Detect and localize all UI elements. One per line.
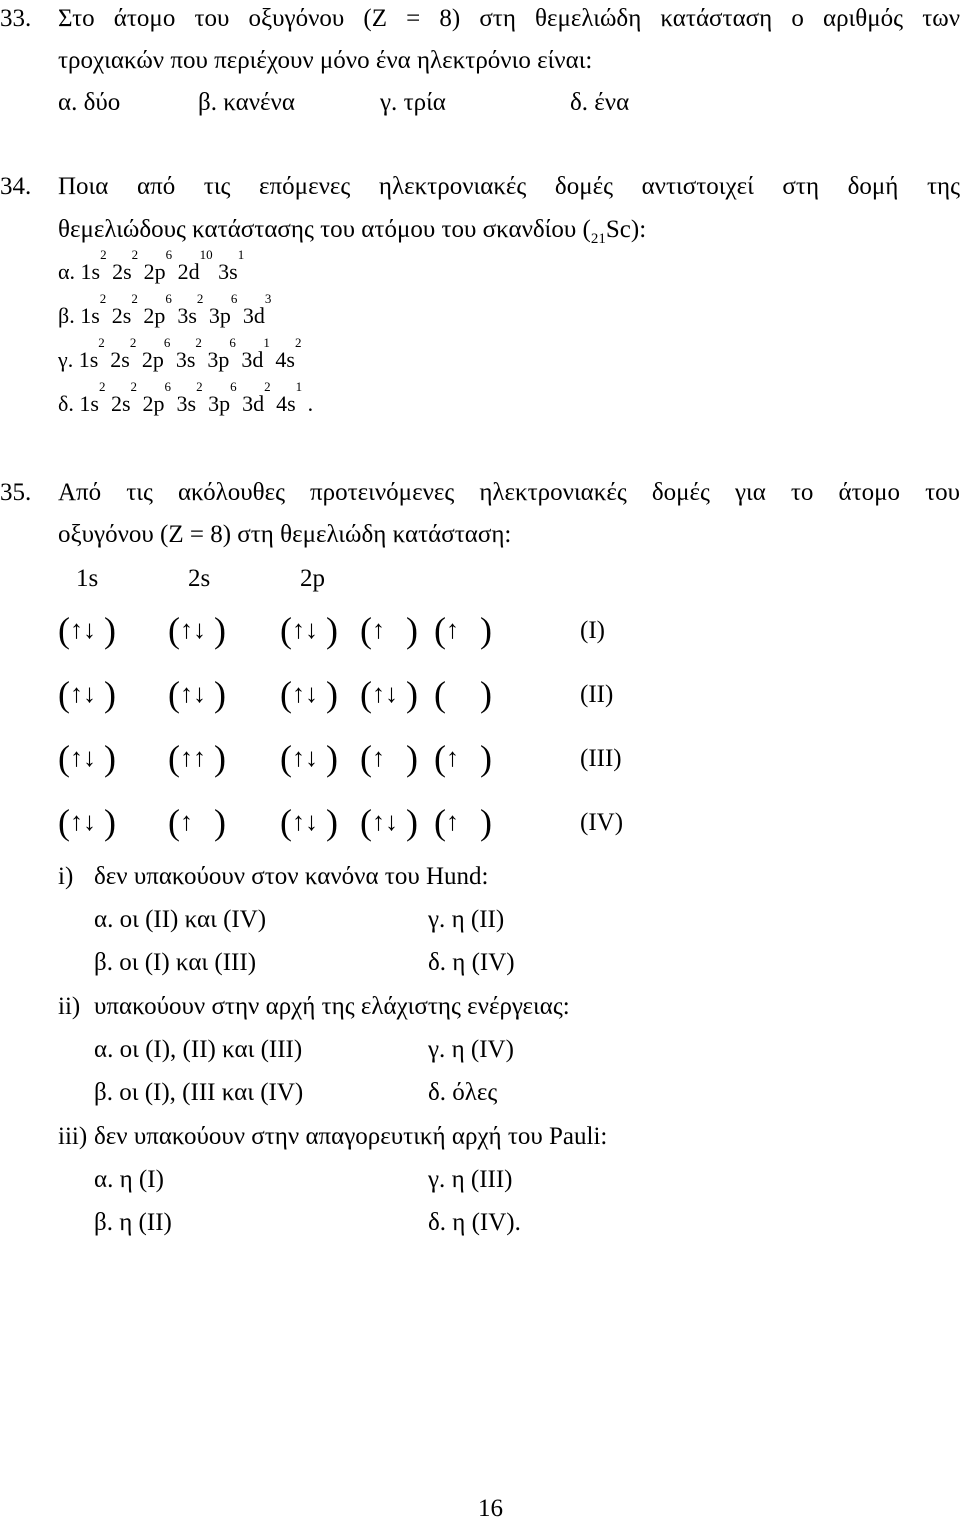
electron-arrows: ↑ (446, 615, 459, 644)
q33-option-c: γ. τρία (380, 89, 446, 116)
subquestion-option: α. οι (I), (II) και (III) (94, 1036, 303, 1063)
config-term: $3p^6$ (208, 379, 237, 416)
config-term: $1s^2$ (80, 291, 107, 328)
subquestion-option: β. η (II) (94, 1209, 172, 1236)
q33-text-line1: Στο άτομο του οξυγόνου (Ζ = 8) στη θεμελιώδη κατάσταση ο αριθμός των (58, 5, 960, 32)
electron-arrows: ↑↓ (70, 679, 96, 708)
config-term: $3d^2$ (242, 379, 271, 416)
electron-arrows: ↑ (372, 743, 385, 772)
orbital-box: (↑↓ ) (58, 738, 116, 778)
config-term: $2s^2$ (110, 379, 137, 416)
electron-arrows: ↑↓ (180, 615, 206, 644)
subquestion-option: γ. η (III) (428, 1166, 513, 1193)
row-label: (I) (580, 617, 605, 644)
header-2s: 2s (188, 565, 211, 592)
config-term: $2p^6$ (143, 247, 173, 284)
orbital-box: ( ) (434, 674, 492, 714)
q34-number: 34. (0, 173, 32, 200)
config-term: $1s^2$ (79, 379, 106, 416)
q35-number: 35. (0, 479, 32, 506)
row-label: (IV) (580, 809, 624, 836)
q34-option-b: β. $1s^2$ $2s^2$ $2p^6$ $3s^2$ $3p^6$ $3d^3$ (58, 291, 272, 328)
electron-arrows: ↑↓ (70, 615, 96, 644)
config-term: $2s^2$ (110, 335, 137, 372)
header-1s: 1s (76, 565, 99, 592)
orbital-box: (↑↓ ) (280, 674, 338, 714)
electron-arrows: ↑↑ (180, 743, 206, 772)
electron-arrows: ↑↓ (180, 679, 206, 708)
row-label: (III) (580, 745, 622, 772)
config-term: $3s^2$ (177, 291, 204, 328)
q34-text-line1: Ποια από τις επόμενες ηλεκτρονιακές δομές αντιστοιχεί στη δομή της (58, 173, 960, 200)
orbital-box: (↑↓ ) (168, 610, 226, 650)
orbital-box: (↑ ) (434, 610, 492, 650)
electron-arrows: ↑ (372, 615, 385, 644)
electron-arrows: ↑↓ (292, 743, 318, 772)
subquestion-text: υπακούουν στην αρχή της ελάχιστης ενέργειας: (94, 993, 570, 1020)
subquestion-option: δ. η (IV). (428, 1209, 521, 1236)
electron-arrows: ↑ (446, 807, 459, 836)
config-term: $1s^2$ (80, 247, 107, 284)
electron-arrows: ↑↓ (70, 743, 96, 772)
subquestion-text: δεν υπακούουν στον κανόνα του Hund: (94, 863, 489, 890)
orbital-box: (↑↓ ) (360, 802, 418, 842)
subquestion-option: γ. η (II) (428, 906, 505, 933)
row-label: (II) (580, 681, 614, 708)
electron-arrows: ↑↓ (292, 807, 318, 836)
orbital-box: (↑↓ ) (280, 610, 338, 650)
q33-text-line2: τροχιακών που περιέχουν μόνο ένα ηλεκτρόνιο είναι: (58, 47, 593, 74)
q34-text-line2: θεμελιώδους κατάστασης του ατόμου του σκανδίου $(_{21}Sc)$: (58, 216, 647, 247)
subquestion-option: δ. όλες (428, 1079, 498, 1106)
config-term: $3d^3$ (242, 291, 272, 328)
subquestion-label: i) (58, 863, 74, 890)
config-term: $1s^2$ (78, 335, 105, 372)
q34-option-a: α. $1s^2$ $2s^2$ $2p^6$ $2d^{10}$ $3s^1$ (58, 247, 245, 284)
config-term: $3d^1$ (241, 335, 270, 372)
orbital-box: (↑↓ ) (58, 802, 116, 842)
orbital-box: (↑ ) (168, 802, 226, 842)
subquestion-option: γ. η (IV) (428, 1036, 514, 1063)
orbital-box: (↑↓ ) (168, 674, 226, 714)
orbital-box: (↑↓ ) (280, 802, 338, 842)
config-term: $3s^2$ (175, 335, 202, 372)
orbital-box: (↑↓ ) (280, 738, 338, 778)
q35-text-line1: Από τις ακόλουθες προτεινόμενες ηλεκτρονιακές δομές για το άτομο του (58, 479, 960, 506)
subquestion-text: δεν υπακούουν στην απαγορευτική αρχή του Pauli: (94, 1123, 608, 1150)
subquestion-label: iii) (58, 1123, 88, 1150)
config-term: $2p^6$ (143, 291, 172, 328)
config-term: $3s^2$ (176, 379, 203, 416)
subquestion-label: ii) (58, 993, 81, 1020)
header-2p: 2p (300, 565, 325, 592)
config-term: $3p^6$ (207, 335, 236, 372)
config-term: $2s^2$ (111, 291, 138, 328)
config-term: $3s^1$ (218, 247, 245, 284)
config-term: $4s^1$ (276, 379, 303, 416)
subquestion-option: δ. η (IV) (428, 949, 515, 976)
config-term: $2p^6$ (141, 335, 171, 372)
orbital-box: (↑↓ ) (58, 610, 116, 650)
orbital-box: (↑ ) (360, 610, 418, 650)
subquestion-option: α. η (I) (94, 1166, 164, 1193)
q35-text-line2: οξυγόνου (Ζ = 8) στη θεμελιώδη κατάσταση: (58, 521, 512, 548)
config-term: $4s^2$ (275, 335, 302, 372)
q34-option-d: δ. $1s^2$ $2s^2$ $2p^6$ $3s^2$ $3p^6$ $3d^2$ $4s^1$ . (58, 379, 314, 416)
orbital-box: (↑ ) (434, 802, 492, 842)
subquestion-option: α. οι (II) και (IV) (94, 906, 267, 933)
q33-option-d: δ. ένα (570, 89, 630, 116)
orbital-box: (↑ ) (360, 738, 418, 778)
electron-arrows: ↑ (180, 807, 193, 836)
config-term: $3p^6$ (208, 291, 238, 328)
electron-arrows: ↑↓ (292, 615, 318, 644)
orbital-box: (↑↓ ) (58, 674, 116, 714)
page-number: 16 (478, 1495, 503, 1522)
config-term: $2d^{10}$ (177, 247, 213, 284)
config-term: $2p^6$ (142, 379, 171, 416)
electron-arrows: ↑↓ (70, 807, 96, 836)
subquestion-option: β. οι (I) και (III) (94, 949, 257, 976)
electron-arrows: ↑↓ (292, 679, 318, 708)
config-term: $2s^2$ (112, 247, 139, 284)
electron-arrows: ↑↓ (372, 807, 398, 836)
subquestion-option: β. οι (I), (III και (IV) (94, 1079, 304, 1106)
q33-option-b: β. κανένα (198, 89, 295, 116)
orbital-box: (↑↓ ) (360, 674, 418, 714)
electron-arrows: ↑↓ (372, 679, 398, 708)
orbital-box: (↑↑ ) (168, 738, 226, 778)
orbital-box: (↑ ) (434, 738, 492, 778)
q34-option-c: γ. $1s^2$ $2s^2$ $2p^6$ $3s^2$ $3p^6$ $3d^1$ $4s^2$ (58, 335, 302, 372)
electron-arrows: ↑ (446, 743, 459, 772)
q33-option-a: α. δύο (58, 89, 121, 116)
q33-number: 33. (0, 5, 32, 32)
